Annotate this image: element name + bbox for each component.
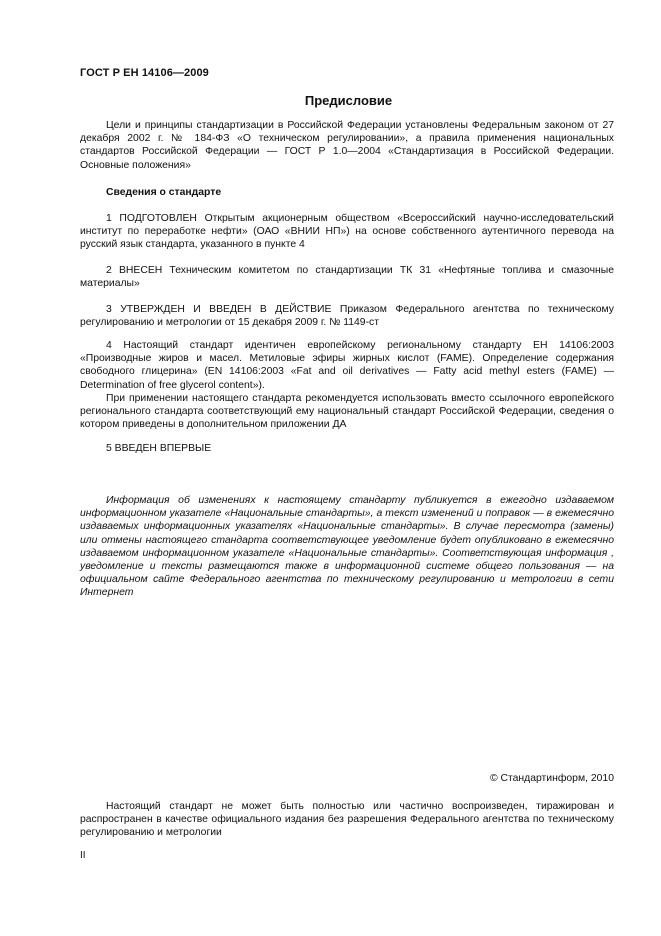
about-standard-heading: Сведения о стандарте <box>106 187 222 198</box>
intro-paragraph-block <box>80 119 614 172</box>
item-2-paragraph: 2 ВНЕСЕН Техническим комитетом по стандартизации ТК 31 «Нефтяные топлива и смазочные материалы» <box>80 265 614 290</box>
item-3-block <box>80 303 614 329</box>
info-notice-block <box>80 494 614 600</box>
page-title: Предисловие <box>304 93 393 108</box>
item-3-paragraph: 3 УТВЕРЖДЕН И ВВЕДЕН В ДЕЙСТВИЕ Приказом Федерального агентства по техническому регулированию и метрологии от 15 декабря 2009 г. № 1149-ст <box>80 304 614 329</box>
item-5-block <box>80 442 614 455</box>
page-number: II <box>80 850 86 861</box>
item-4-block <box>80 339 614 431</box>
reproduction-notice-block <box>80 800 614 840</box>
document-code: ГОСТ Р ЕН 14106—2009 <box>80 67 209 79</box>
item-1-paragraph: 1 ПОДГОТОВЛЕН Открытым акционерным обществом «Всероссийский научно-исследовательский институт по переработке нефти» (ОАО «ВНИИ НП») на основе собственного аутентичного перевода на русский язык стандарта, указанного в пункте 4 <box>80 213 614 251</box>
item-4-paragraph: 4 Настоящий стандарт идентичен европейскому региональному стандарту ЕН 14106:2003 «Производные жиров и масел. Метиловые эфиры жирных кислот (FAME). Определение содержания свободного глицерина» (EN 14106:2003 «Fat and oil derivatives — Fatty acid methyl esters (FAME) — Determination of free glycerol content»). <box>80 340 614 391</box>
info-notice-paragraph: Информация об изменениях к настоящему стандарту публикуется в ежегодно издаваемом информационном указателе «Национальные стандарты», а текст изменений и поправок — в ежемесячно издаваемых информационных указателях «Национальные стандарты». В случае пересмотра (замены) или отмены настоящего стандарта соответствующее уведомление будет опубликовано в ежемесячно издаваемом информационном указателе «Национальные стандарты». Соответствующая информация , уведомление и тексты размещаются также в информационной системе общего пользования — на официальном сайте Федерального агентства по техническому регулированию и метрологии в сети Интернет <box>80 495 614 599</box>
reproduction-notice-paragraph: Настоящий стандарт не может быть полностью или частично воспроизведен, тиражирован и распространен в качестве официального издания без разрешения Федерального агентства по техническому регулированию и метрологии <box>80 801 614 839</box>
item-5-paragraph: 5 ВВЕДЕН ВПЕРВЫЕ <box>106 443 212 454</box>
item-4-note-paragraph: При применении настоящего стандарта рекомендуется использовать вместо ссылочного европейского регионального стандарта соответствующий ему национальный стандарт Российской Федерации, сведения о котором приведены в дополнительном приложении ДА <box>80 392 614 431</box>
copyright-line: © Стандартинформ, 2010 <box>489 773 614 784</box>
intro-paragraph: Цели и принципы стандартизации в Российской Федерации установлены Федеральным законом от 27 декабря 2002 г. № 184-ФЗ «О техническом регулировании», а правила применения национальных стандартов Российской Федерации — ГОСТ Р 1.0—2004 «Стандартизация в Российской Федерации. Основные положения» <box>80 120 614 171</box>
item-2-block <box>80 264 614 290</box>
item-1-block <box>80 212 614 252</box>
